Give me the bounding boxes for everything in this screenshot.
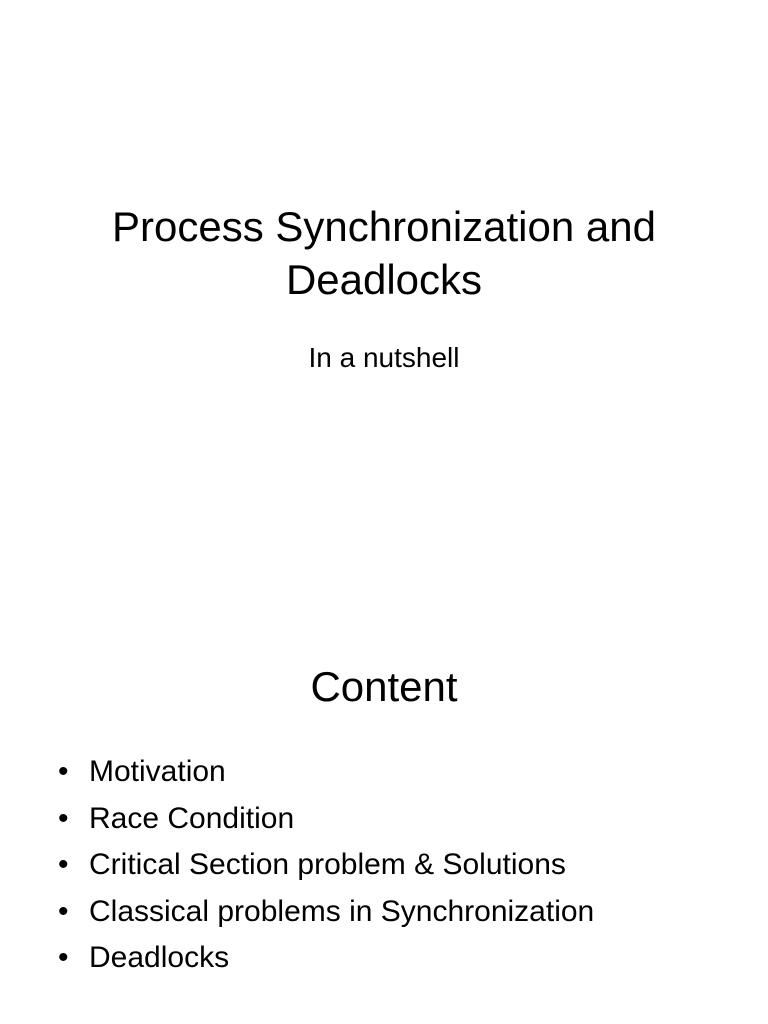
slide-title xyxy=(0,200,768,306)
bullet-text: Race Condition xyxy=(89,801,295,835)
bullet-icon: • xyxy=(58,755,69,788)
content-title: Content xyxy=(310,663,458,710)
bullet-icon: • xyxy=(58,941,69,974)
bullet-item-race-condition xyxy=(58,796,594,843)
bullet-item-critical-section xyxy=(58,842,594,889)
bullet-icon: • xyxy=(58,848,69,881)
content-bullet-list xyxy=(58,749,594,982)
bullet-icon: • xyxy=(58,894,69,928)
bullet-icon: • xyxy=(58,801,69,835)
title-line-1: Process Synchronization and xyxy=(112,203,656,250)
bullet-text: Deadlocks xyxy=(89,941,230,974)
title-line-2: Deadlocks xyxy=(285,256,483,303)
slide-subtitle: In a nutshell xyxy=(308,342,460,373)
bullet-item-classical-problems xyxy=(58,889,594,936)
bullet-text: Classical problems in Synchronization xyxy=(89,894,595,928)
bullet-item-deadlocks xyxy=(58,935,594,982)
content-slide xyxy=(0,512,768,1024)
bullet-item-motivation xyxy=(58,749,594,796)
bullet-text: Motivation xyxy=(89,755,226,788)
bullet-text: Critical Section problem & Solutions xyxy=(89,848,566,881)
